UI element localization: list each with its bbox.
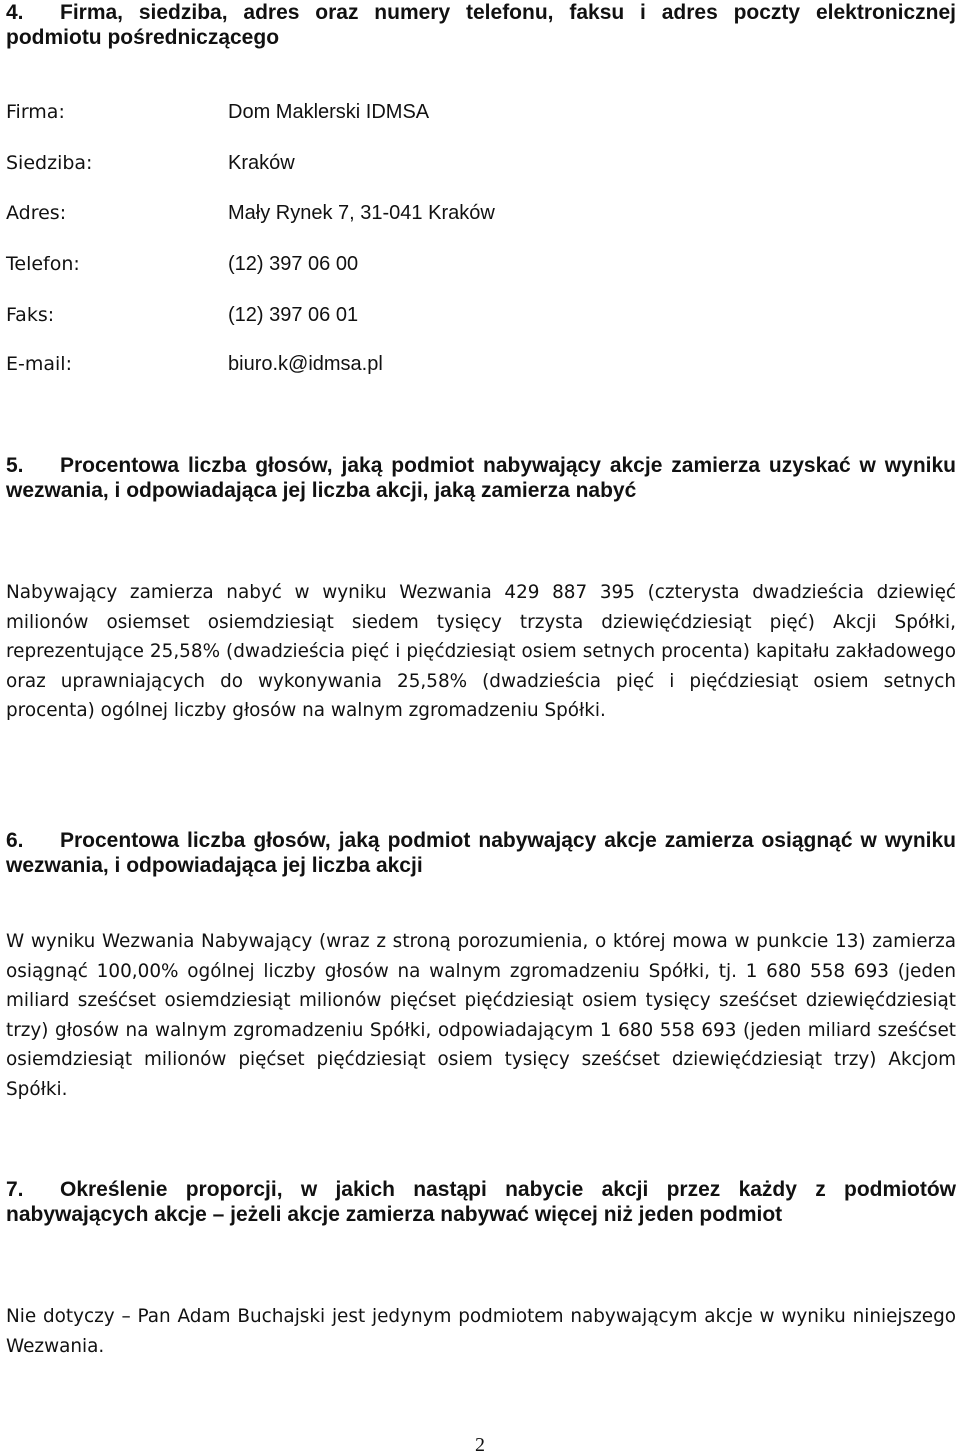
section-7-title: Określenie proporcji, w jakich nastąpi nabycie akcji przez każdy z podmiotów nabywających akcje – jeżeli akcje zamierza nabywać więcej niż jeden podmiot [6,1178,956,1226]
section-6-body: W wyniku Wezwania Nabywający (wraz z stroną porozumienia, o której mowa w punkcie 13) zamierza osiągnąć 100,00% ogólnej liczby głosów na walnym zgromadzeniu Spółki, tj. 1 680 558 693 (jeden miliard sześćset osiemdziesiąt milionów pięćset pięćdziesiąt osiem tysięcy sześćset dziewięćdziesiąt trzy) głosów na walnym zgromadzeniu Spółki, odpowiadającym 1 680 558 693 (jeden miliard sześćset osiemdziesiąt milionów pięćset pięćdziesiąt osiem tysięcy sześćset dziewięćdziesiąt trzy) Akcjom Spółki. [6,931,956,1100]
firma-value: Dom Maklerski IDMSA [228,101,430,123]
section-7-number: 7. [6,1178,24,1201]
section-6-title: Procentowa liczba głosów, jaką podmiot nabywający akcje zamierza osiągnąć w wyniku wezwania, i odpowiadająca jej liczba akcji [6,829,956,877]
section-4-heading [6,0,956,50]
telefon-value: (12) 397 06 00 [228,253,359,275]
faks-value: (12) 397 06 01 [228,304,359,326]
section-4-number: 4. [6,1,24,24]
siedziba-value: Kraków [228,152,295,174]
section-6-number: 6. [6,829,24,852]
email-value: biuro.k@idmsa.pl [228,353,383,375]
firma-label: Firma: [6,101,65,123]
section-6-heading [6,828,956,878]
section-7-heading [6,1177,956,1227]
adres-label: Adres: [6,202,67,224]
section-5-heading [6,453,956,503]
section-5-title: Procentowa liczba głosów, jaką podmiot nabywający akcje zamierza uzyskać w wyniku wezwania, i odpowiadająca jej liczba akcji, jaką zamierza nabyć [6,454,956,502]
siedziba-label: Siedziba: [6,152,93,174]
adres-value: Mały Rynek 7, 31-041 Kraków [228,202,495,224]
section-5-body: Nabywający zamierza nabyć w wyniku Wezwania 429 887 395 (czterysta dwadzieścia dziewięć milionów osiemset osiemdziesiąt siedem tysięcy trzysta dziewięćdziesiąt pięć) Akcji Spółki, reprezentujące 25,58% (dwadzieścia pięć i pięćdziesiąt osiem setnych procenta) kapitału zakładowego oraz uprawniających do wykonywania 25,58% (dwadzieścia pięć i pięćdziesiąt osiem setnych procenta) ogólnej liczby głosów na walnym zgromadzeniu Spółki. [6,582,956,721]
telefon-label: Telefon: [6,253,80,275]
faks-label: Faks: [6,304,55,326]
page-number: 2 [475,1434,485,1456]
section-4-title: Firma, siedziba, adres oraz numery telefonu, faksu i adres poczty elektronicznej podmiotu pośredniczącego [6,1,956,49]
section-5-number: 5. [6,454,24,477]
email-label: E-mail: [6,353,72,375]
section-7-body: Nie dotyczy – Pan Adam Buchajski jest jedynym podmiotem nabywającym akcje w wyniku niniejszego Wezwania. [6,1306,956,1357]
